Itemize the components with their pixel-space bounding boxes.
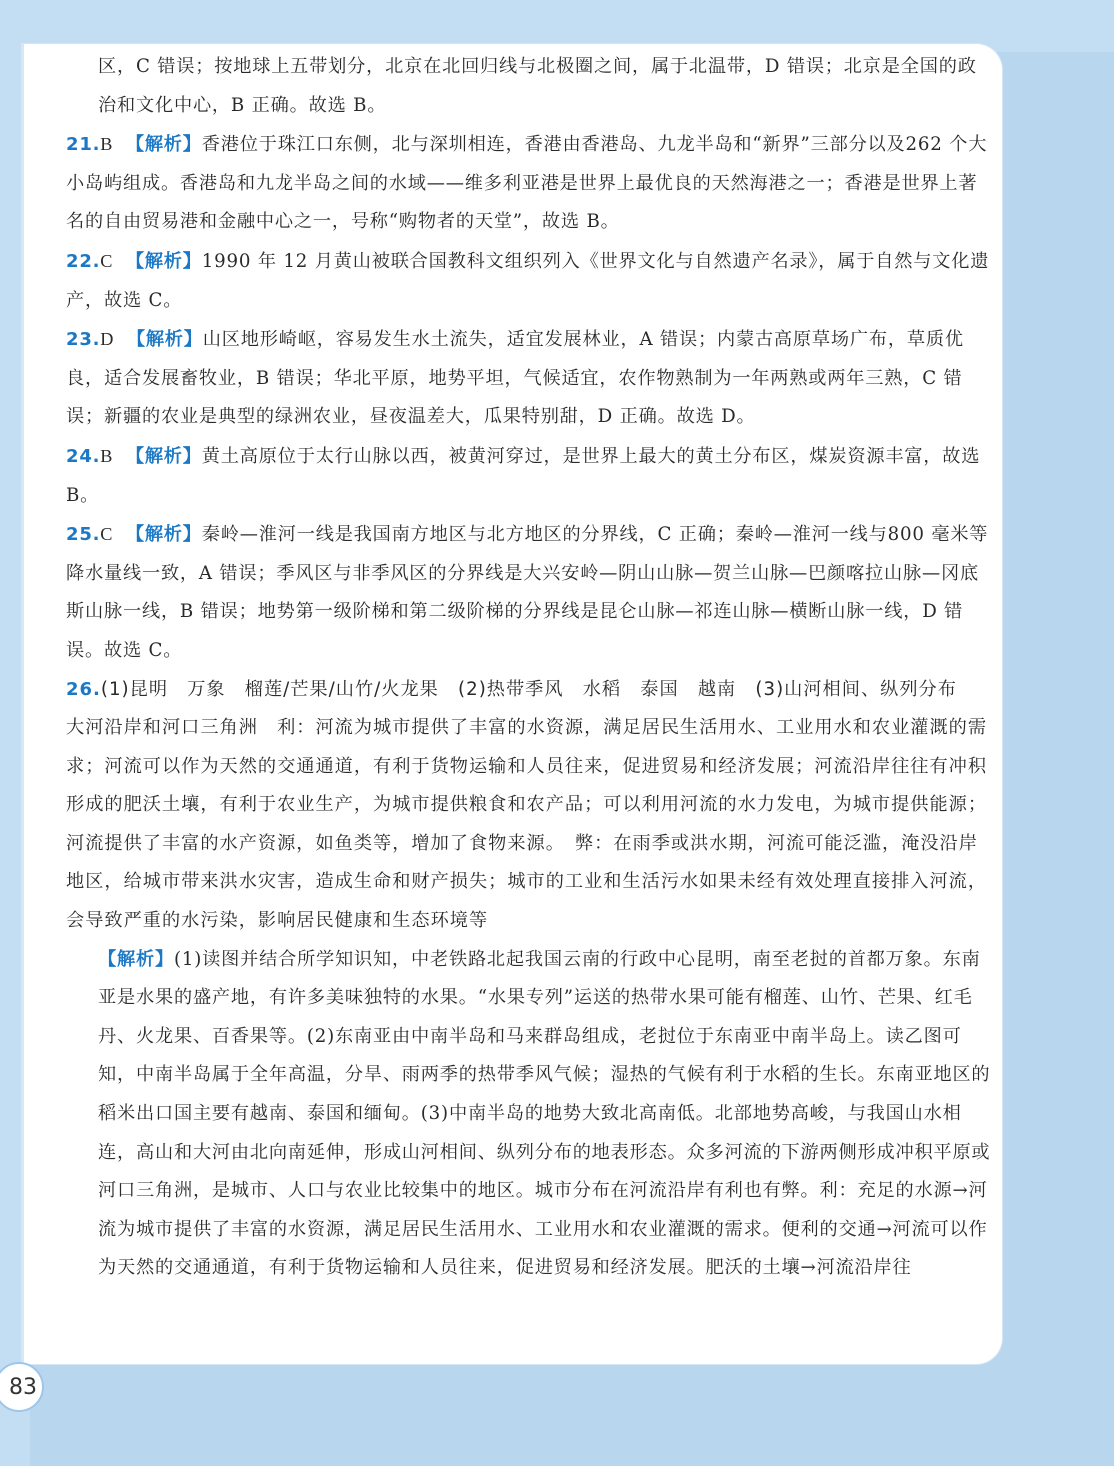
item-number: 25.	[66, 524, 101, 546]
panel-edge	[22, 44, 24, 1364]
item-text: 1990 年 12 月黄山被联合国教科文组织列入《世界文化与自然遗产名录》，属于自然与文化遗产，故选 C。	[66, 250, 990, 311]
item-26-analysis	[66, 941, 994, 1288]
item-26-answer: (1)昆明 万象 榴莲/芒果/山竹/火龙果 (2)热带季风 水稻 泰国 越南 (3)山河相间、纵列分布 大河沿岸和河口三角洲 利：河流为城市提供了丰富的水资源，满足居民生活用水、工业用水和农业灌溉的需求；河流可以作为天然的交通通道，有利于货物运输和人员往来，促进贸易和经济发展；河流沿岸往往有冲积形成的肥沃土壤，有利于农业生产，为城市提供粮食和农产品；可以利用河流的水力发电，为城市提供能源；河流提供了丰富的水产资源，如鱼类等，增加了食物来源。 弊：在雨季或洪水期，河流可能泛滥，淹没沿岸地区，给城市带来洪水灾害，造成生命和财产损失；城市的工业和生活污水如果未经有效处理直接排入河流，会导致严重的水污染，影响居民健康和生态环境等	[66, 678, 988, 932]
item-text: 山区地形崎岖，容易发生水土流失，适宜发展林业，A 错误；内蒙古高原草场广布，草质优良，适合发展畜牧业，B 错误；华北平原，地势平坦，气候适宜，农作物熟制为一年两熟或两年三熟，C 错误；新疆的农业是典型的绿洲农业，昼夜温差大，瓜果特别甜，D 正确。故选 D。	[66, 329, 964, 428]
item-answer: B	[100, 134, 114, 155]
item-answer: B	[100, 445, 114, 466]
item-text: 黄土高原位于太行山脉以西，被黄河穿过，是世界上最大的黄土分布区，煤炭资源丰富，故选 B。	[66, 445, 981, 506]
analysis-tag: 【解析】	[125, 445, 202, 467]
analysis-tag: 【解析】	[126, 329, 203, 351]
analysis-tag: 【解析】	[125, 134, 202, 156]
intro-text	[66, 48, 994, 125]
item-answer: C	[100, 524, 114, 545]
item-number: 26.	[66, 678, 101, 700]
answer-item-26	[66, 671, 994, 941]
answer-item-24	[66, 437, 994, 515]
item-number: 24.	[66, 445, 101, 467]
item-text: 香港位于珠江口东侧，北与深圳相连，香港由香港岛、九龙半岛和“新界”三部分以及262 个大小岛屿组成。香港岛和九龙半岛之间的水域——维多利亚港是世界上最优良的天然海港之一；香港是世界上著名的自由贸易港和金融中心之一，号称“购物者的天堂”，故选 B。	[66, 134, 988, 233]
item-number: 21.	[66, 134, 101, 156]
page-number: 83	[0, 1362, 44, 1412]
answer-content	[66, 48, 994, 1288]
answer-item-21	[66, 125, 994, 242]
analysis-tag: 【解析】	[98, 948, 174, 970]
item-answer: C	[100, 250, 114, 271]
item-number: 23.	[66, 329, 101, 351]
answer-item-22	[66, 242, 994, 320]
analysis-tag: 【解析】	[125, 250, 202, 272]
item-number: 22.	[66, 250, 101, 272]
intro-line-1: 区，C 错误；按地球上五带划分，北京在北回归线与北极圈之间，属于北温带，D 错误；北京是全	[98, 56, 920, 77]
answer-item-23	[66, 320, 994, 437]
answer-item-25	[66, 515, 994, 670]
item-answer: D	[100, 329, 115, 350]
item-text: 秦岭—淮河一线是我国南方地区与北方地区的分界线，C 正确；秦岭—淮河一线与800 毫米等降水量线一致，A 错误；季风区与非季风区的分界线是大兴安岭—阴山山脉—贺兰山脉—巴颜喀拉山脉—冈底斯山脉一线，B 错误；地势第一级阶梯和第二级阶梯的分界线是昆仑山脉—祁连山脉—横断山脉一线，D 错误。故选 C。	[66, 524, 989, 661]
analysis-tag: 【解析】	[125, 524, 202, 546]
analysis-text: (1)读图并结合所学知识知，中老铁路北起我国云南的行政中心昆明，南至老挝的首都万象。东南亚是水果的盛产地，有许多美味独特的水果。“水果专列”运送的热带水果可能有榴莲、山竹、芒果、红毛丹、火龙果、百香果等。(2)东南亚由中南半岛和马来群岛组成，老挝位于东南亚中南半岛上。读乙图可知，中南半岛属于全年高温，分旱、雨两季的热带季风气候；湿热的气候有利于水稻的生长。东南亚地区的稻米出口国主要有越南、泰国和缅甸。(3)中南半岛的地势大致北高南低。北部地势高峻，与我国山水相连，高山和大河由北向南延伸，形成山河相间、纵列分布的地表形态。众多河流的下游两侧形成冲积平原或河口三角洲，是城市、人口与农业比较集中的地区。城市分布在河流沿岸有利也有弊。利：充足的水源→河流为城市提供了丰富的水资源，满足居民生活用水、工业用水和农业灌溉的需求。便利的交通→河流可以作为天然的交通通道，有利于货物运输和人员往来，促进贸易和经济发展。肥沃的土壤→河流沿岸往	[98, 948, 991, 1279]
intro-line-2: 国的政治和文化中心，B 正确。故选 B。	[98, 56, 977, 116]
